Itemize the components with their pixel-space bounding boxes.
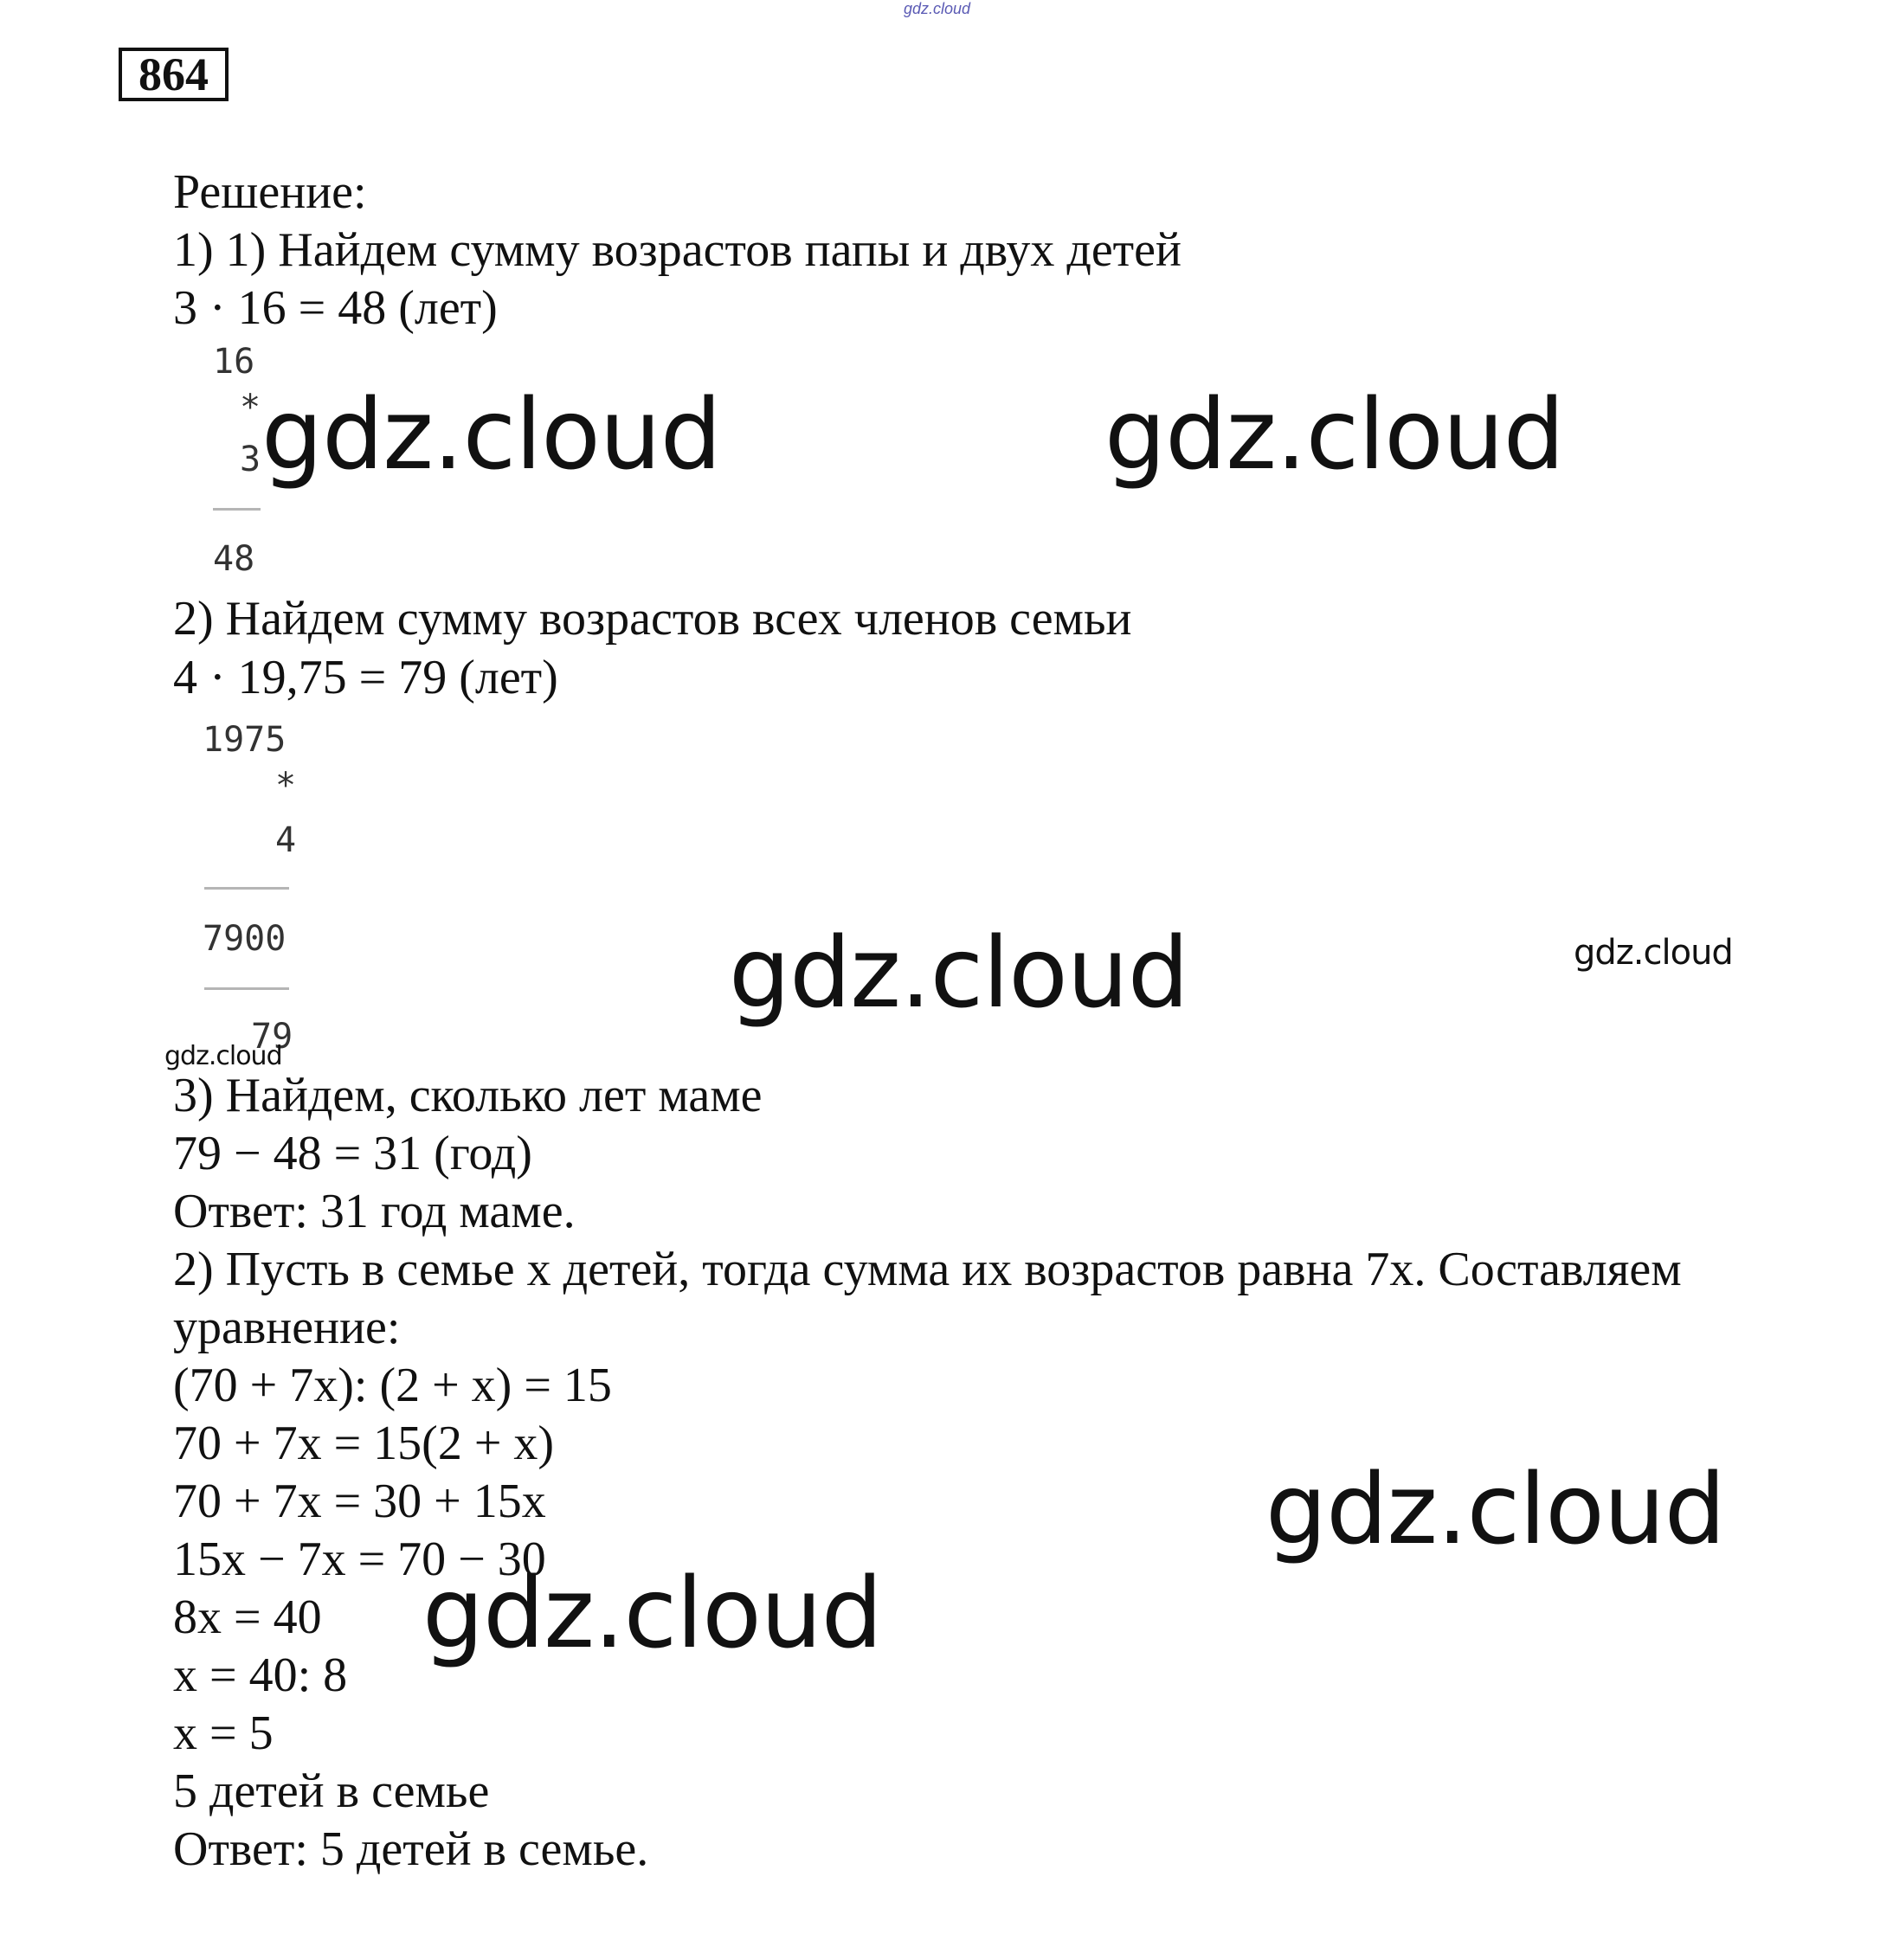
top-watermark: gdz.cloud: [904, 0, 971, 17]
calc2-result: 79: [251, 1017, 293, 1057]
conclusion: 5 детей в семье: [173, 1764, 490, 1818]
step-2-text: 2) Найдем сумму возрастов всех членов семьи: [173, 592, 1132, 646]
solution-heading: Решение:: [173, 165, 367, 219]
step-3-equation: 79 − 48 = 31 (год): [173, 1127, 532, 1180]
watermark-5: gdz.cloud: [164, 1041, 282, 1071]
equation-7: x = 5: [173, 1706, 274, 1760]
calc2-operator: *: [275, 766, 297, 806]
part-2-text-cont: уравнение:: [173, 1301, 401, 1354]
watermark-2: gdz.cloud: [1104, 379, 1564, 492]
calc1-result: 48: [213, 539, 255, 579]
equation-4: 15x − 7x = 70 − 30: [173, 1533, 546, 1586]
problem-number: 864: [119, 48, 229, 101]
watermark-1: gdz.cloud: [261, 379, 721, 492]
calc2-multiplier: 4: [275, 820, 297, 860]
calc2-rule-1: [204, 887, 289, 890]
step-1-equation: 3 · 16 = 48 (лет): [173, 281, 498, 335]
answer-1: Ответ: 31 год маме.: [173, 1185, 576, 1238]
watermark-6: gdz.cloud: [1265, 1454, 1725, 1566]
equation-6: x = 40: 8: [173, 1648, 348, 1702]
equation-5: 8x = 40: [173, 1590, 322, 1644]
equation-3: 70 + 7x = 30 + 15x: [173, 1475, 546, 1528]
watermark-3: gdz.cloud: [729, 917, 1188, 1030]
calc1-operator: *: [240, 388, 261, 427]
equation-1: (70 + 7x): (2 + x) = 15: [173, 1359, 612, 1412]
watermark-7: gdz.cloud: [422, 1558, 882, 1670]
answer-2: Ответ: 5 детей в семье.: [173, 1822, 649, 1876]
calc2-partial: 7900: [203, 919, 287, 959]
equation-2: 70 + 7x = 15(2 + x): [173, 1417, 555, 1470]
calc1-rule: [213, 508, 261, 511]
calc1-multiplicand: 16: [213, 342, 255, 382]
calc2-multiplicand: 1975: [203, 720, 287, 760]
step-3-text: 3) Найдем, сколько лет маме: [173, 1069, 763, 1122]
calc2-rule-2: [204, 987, 289, 990]
calc1-multiplier: 3: [240, 440, 261, 479]
watermark-4: gdz.cloud: [1574, 933, 1733, 973]
step-1-text: 1) 1) Найдем сумму возрастов папы и двух детей: [173, 223, 1182, 277]
step-2-equation: 4 · 19,75 = 79 (лет): [173, 651, 558, 704]
part-2-text: 2) Пусть в семье x детей, тогда сумма их возрастов равна 7x. Составляем: [173, 1243, 1682, 1296]
